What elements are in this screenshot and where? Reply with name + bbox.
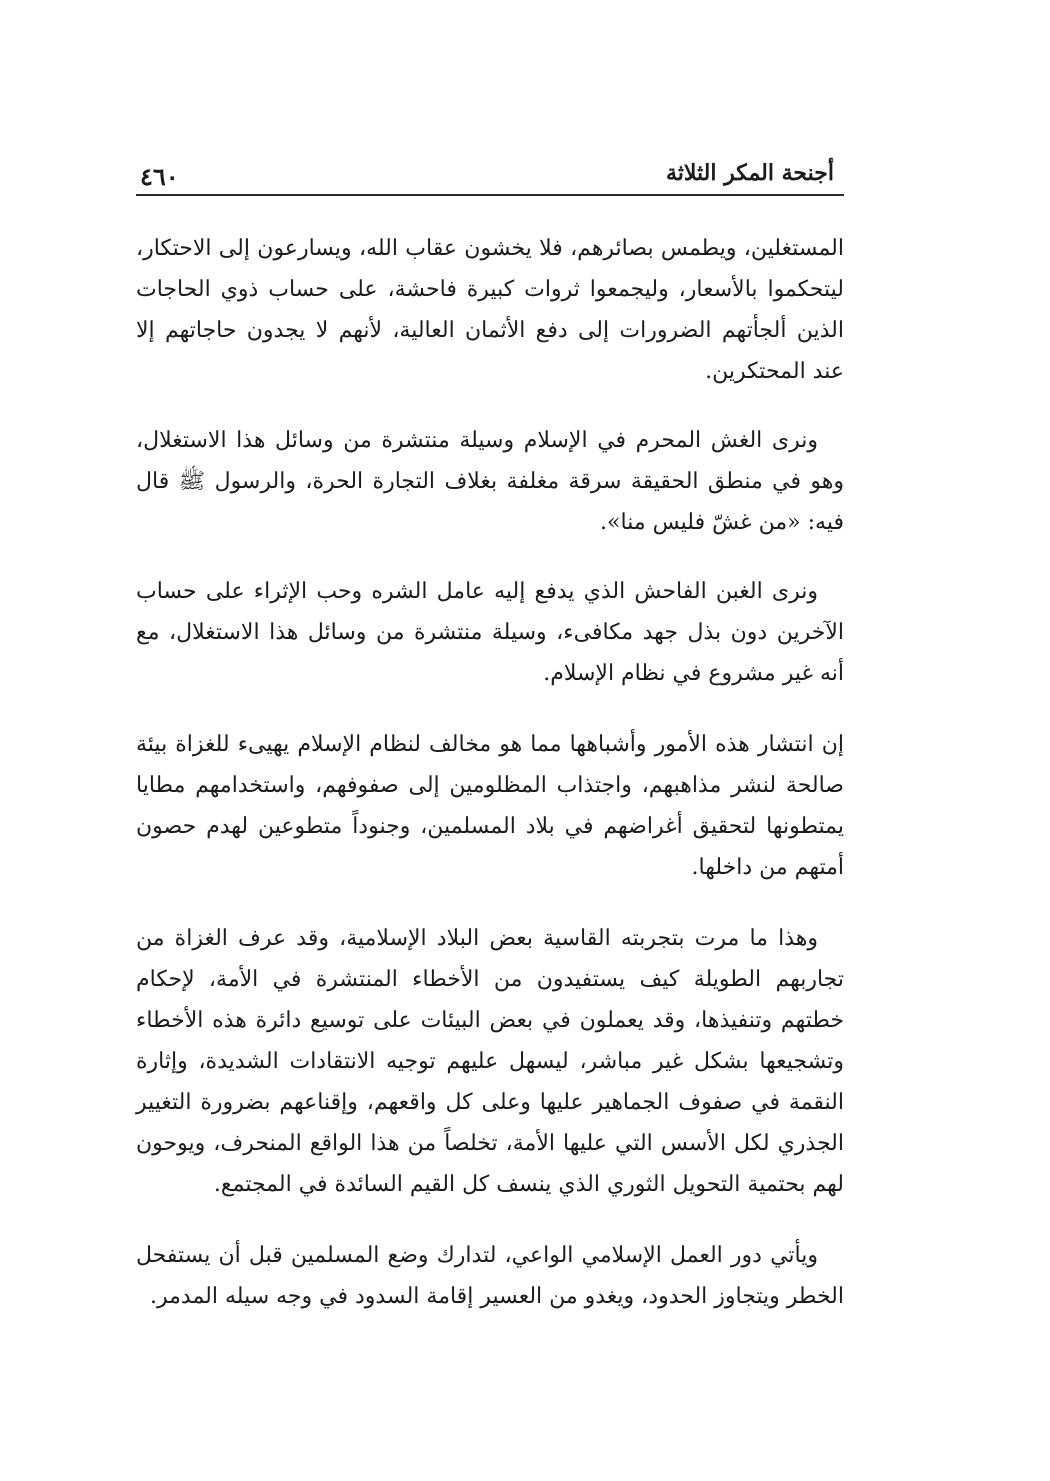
paragraph: المستغلين، ويطمس بصائرهم، فلا يخشون عقاب الله، ويسارعون إلى الاحتكار، ليتحكموا بالأسعار، وليجمعوا ثروات كبيرة فاحشة، على حساب ذوي الحاجات الذين ألجأتهم الضرورات إلى دفع الأثمان العالية، لأنهم لا يجدون حاجاتهم إلا عند المحتكرين. bbox=[136, 236, 844, 384]
page-header bbox=[136, 156, 844, 196]
running-title: أجنحة المكر الثلاثة bbox=[666, 160, 834, 186]
paragraph: ويأتي دور العمل الإسلامي الواعي، لتدارك وضع المسلمين قبل أن يستفحل الخطر ويتجاوز الحدود، ويغدو من العسير إقامة السدود في وجه سيله المدمر. bbox=[136, 1243, 844, 1309]
paragraph: إن انتشار هذه الأمور وأشباهها مما هو مخالف لنظام الإسلام يهيىء للغزاة بيئة صالحة لنشر مذاهبهم، واجتذاب المظلومين إلى صفوفهم، واستخدامهم مطايا يمتطونها لتحقيق أغراضهم في بلاد المسلمين، وجنوداً متطوعين لهدم حصون أمتهم من داخلها. bbox=[136, 732, 844, 880]
paragraph: وهذا ما مرت بتجربته القاسية بعض البلاد الإسلامية، وقد عرف الغزاة من تجاربهم الطويلة كيف يستفيدون من الأخطاء المنتشرة في الأمة، لإحكام خطتهم وتنفيذها، وقد يعملون في بعض البيئات على توسيع دائرة هذه الأخطاء وتشجيعها بشكل غير مباشر، ليسهل عليهم توجيه الانتقادات الشديدة، وإثارة النقمة في صفوف الجماهير عليها وعلى كل واقعهم، وإقناعهم بضرورة التغيير الجذري لكل الأسس التي عليها الأمة، تخلصاً من هذا الواقع المنحرف، ويوحون لهم بحتمية التحويل الثوري الذي ينسف كل القيم السائدة في المجتمع. bbox=[136, 926, 844, 1197]
paragraph: ونرى الغبن الفاحش الذي يدفع إليه عامل الشره وحب الإثراء على حساب الآخرين دون بذل جهد مكافىء، وسيلة منتشرة من وسائل هذا الاستغلال، مع أنه غير مشروع في نظام الإسلام. bbox=[136, 579, 844, 686]
header-rule bbox=[136, 194, 844, 196]
page-number: ٤٦٠ bbox=[140, 162, 179, 191]
body-text bbox=[136, 228, 844, 1317]
paragraph: ونرى الغش المحرم في الإسلام وسيلة منتشرة من وسائل هذا الاستغلال، وهو في منطق الحقيقة سرقة مغلفة بغلاف التجارة الحرة، والرسول ﷺ قال فيه: «من غشّ فليس منا». bbox=[136, 428, 845, 535]
